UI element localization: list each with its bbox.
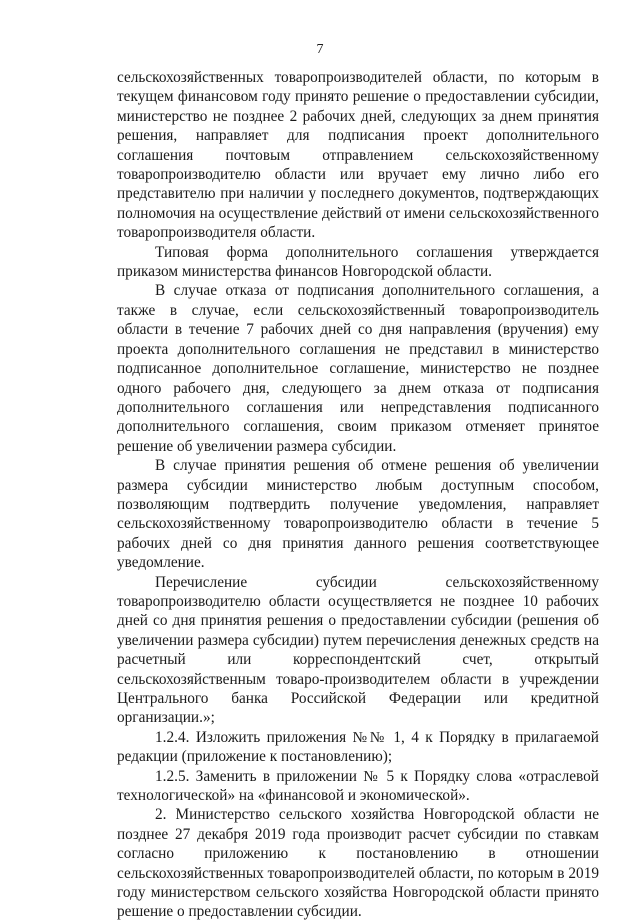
paragraph-cancellation-notice: В случае принятия решения об отмене решения об увеличении размера субсидии министерство любым доступным способом, позволяющим подтвердить получение уведомления, направляет сельскохозяйственному товаропроизводителю области в течение 5 рабочих дней со дня принятия данного решения соответствующее уведомление. (117, 457, 599, 572)
paragraph-subsidy-transfer: Перечисление субсидии сельскохозяйственному товаропроизводителю области осуществляется не позднее 10 рабочих дней со дня принятия решения о предоставлении субсидии (решения об увеличении размера субсидии) путем перечисления денежных средств на расчетный или корреспондентский счет, открытый сельскохозяйственным товаро-производителем области в учреждении Центрального банка Российской Федерации или кредитной организации.»; (117, 573, 599, 727)
page-number: 7 (316, 42, 324, 57)
paragraph-item-2: 2. Министерство сельского хозяйства Новгородской области не позднее 27 декабря 2019 года производит расчет субсидии по ставкам согласно приложению к постановлению в отношении сельскохозяйственных товаропроизводителей области, по которым в 2019 году министерством сельского хозяйства Новгородской области принято решение о предоставлении субсидии. (117, 806, 599, 921)
paragraph-template-form: Типовая форма дополнительного соглашения утверждается приказом министерства финансов Новгородской области. (117, 243, 599, 281)
paragraph-item-1-2-4: 1.2.4. Изложить приложения №№ 1, 4 к Порядку в прилагаемой редакции (приложение к постановлению); (117, 728, 599, 766)
paragraph-item-1-2-5: 1.2.5. Заменить в приложении № 5 к Порядку слова «отраслевой технологической» на «финансовой и экономической». (117, 767, 599, 805)
paragraph-refusal: В случае отказа от подписания дополнительного соглашения, а также в случае, если сельскохозяйственный товаропроизводитель области в течение 7 рабочих дней со дня направления (вручения) ему проекта дополнительного соглашения не представил в министерство подписанное дополнительное соглашение, министерство не позднее одного рабочего дня, следующего за днем отказа от подписания дополнительного соглашения или непредставления подписанного дополнительного соглашения, своим приказом отменяет принятое решение об увеличении размера субсидии. (117, 282, 599, 455)
paragraph-continuation: сельскохозяйственных товаропроизводителей области, по которым в текущем финансовом году принято решение о предоставлении субсидии, министерство не позднее 2 рабочих дней, следующих за днем принятия решения, направляет для подписания проект дополнительного соглашения почтовым отправлением сельскохозяйственному товаропроизводителю области или вручает ему лично либо его представителю при наличии у последнего документов, подтверждающих полномочия на осуществление действий от имени сельскохозяйственного товаропроизводителя области. (117, 69, 599, 242)
document-body (117, 68, 599, 922)
